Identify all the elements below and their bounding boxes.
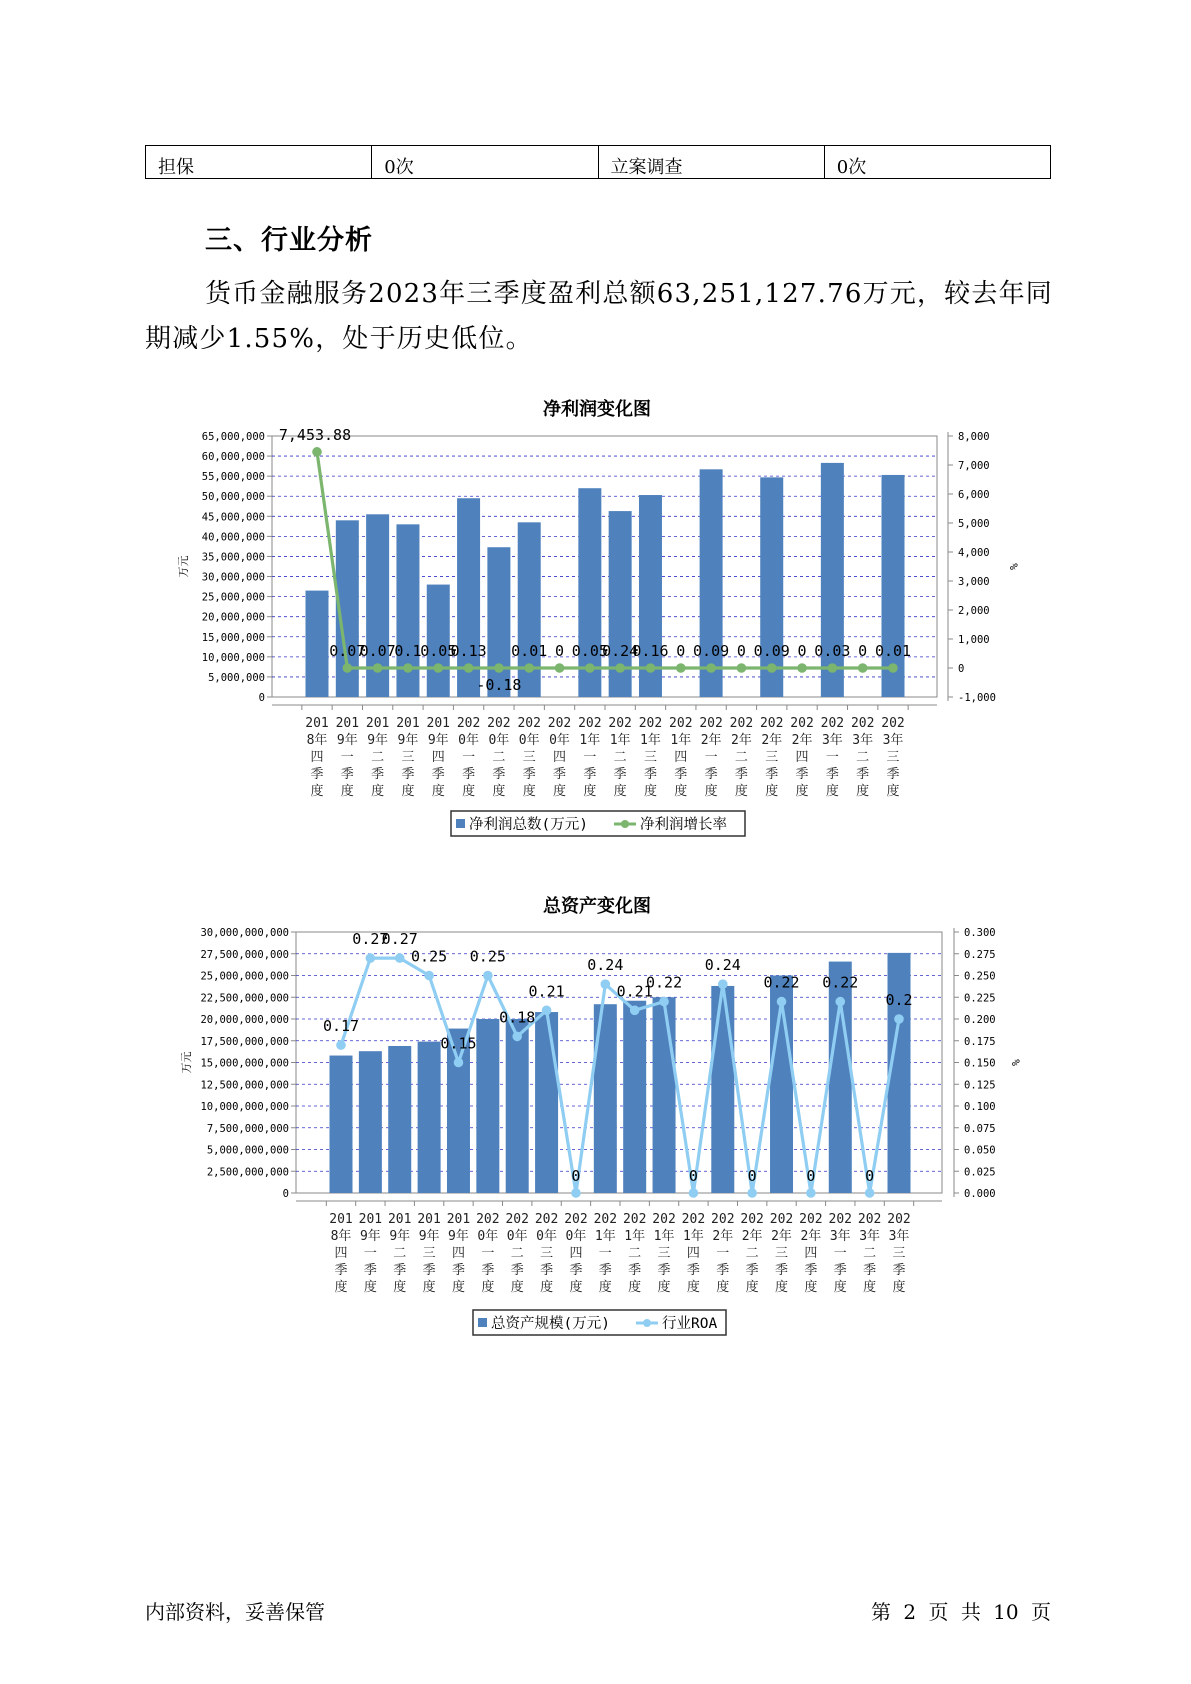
bar [447, 1029, 470, 1193]
data-label: 0.24 [602, 641, 639, 660]
y2-tick-label: 0.300 [964, 927, 996, 939]
data-label: 0 [747, 1167, 757, 1185]
x-tick-label: 202 0年二季度 [487, 716, 511, 799]
line-point [366, 953, 376, 963]
data-label: 0 [865, 1167, 875, 1185]
x-tick-label: 201 9年二季度 [365, 716, 390, 799]
data-label: 0.09 [693, 641, 730, 660]
legend-label: 行业ROA [662, 1316, 718, 1332]
x-tick-label: 202 2年二季度 [740, 1212, 764, 1295]
x-tick-label: 202 2年三季度 [769, 1212, 794, 1295]
y2-tick-label: 0.200 [964, 1014, 996, 1026]
y-axis-title: 万元 [180, 1051, 193, 1074]
line-point [689, 1188, 699, 1198]
y-tick-label: 25,000,000 [201, 591, 265, 604]
page-number: 第 2 页 共 10 页 [871, 1600, 1051, 1624]
y-tick-label: 20,000,000 [201, 611, 265, 624]
x-tick-label: 202 2年二季度 [729, 716, 754, 799]
x-tick-label: 202 3年三季度 [881, 716, 905, 799]
data-label: 0.13 [450, 641, 487, 660]
line-point [894, 1014, 904, 1024]
x-tick-label: 201 9年一季度 [358, 1212, 383, 1295]
x-tick-label: 202 3年三季度 [887, 1212, 911, 1295]
data-label: 0.22 [645, 973, 683, 992]
y2-tick-label: 0.175 [964, 1035, 996, 1048]
x-tick-label: 202 0年二季度 [505, 1212, 529, 1295]
legend-label: 净利润总数(万元) [469, 817, 588, 833]
data-label: 0.21 [528, 982, 565, 1001]
y2-tick-label: 0.275 [964, 948, 996, 961]
table-cell: 0次 [372, 146, 598, 179]
data-label: 0 [806, 1167, 816, 1185]
y-tick-label: 5,000,000,000 [206, 1144, 289, 1157]
y-tick-label: 7,500,000,000 [206, 1122, 289, 1135]
legend-swatch-marker [643, 1319, 651, 1327]
y2-tick-label: 5,000 [958, 518, 990, 530]
line-point [865, 1188, 875, 1198]
data-label: 0.01 [511, 641, 548, 660]
y2-tick-label: 6,000 [958, 489, 990, 501]
y2-tick-label: 0.225 [964, 992, 996, 1005]
data-label: 0.2 [885, 991, 913, 1009]
bar [330, 1056, 353, 1193]
y-tick-label: 25,000,000,000 [200, 970, 289, 983]
line-point [835, 997, 845, 1007]
data-label: 0 [858, 642, 868, 660]
line-point [718, 979, 728, 989]
line-point [512, 1032, 522, 1042]
x-tick-label: 202 2年四季度 [799, 1212, 823, 1295]
bar [623, 1001, 646, 1193]
x-tick-label: 202 3年一季度 [828, 1212, 853, 1295]
y2-tick-label: 1,000 [958, 634, 990, 646]
data-label: 0.22 [763, 973, 800, 992]
bar [535, 1012, 558, 1193]
data-label: 0.18 [499, 1008, 536, 1027]
y-tick-label: 12,500,000,000 [200, 1079, 289, 1092]
y-tick-label: 17,500,000,000 [200, 1035, 289, 1048]
legend-label: 总资产规模(万元) [491, 1316, 610, 1332]
legend-label: 净利润增长率 [640, 817, 727, 833]
line-point [601, 979, 611, 989]
y2-tick-label: 0.025 [964, 1166, 996, 1179]
line-point [483, 971, 493, 981]
data-label: 0 [676, 642, 686, 660]
x-tick-label: 202 0年一季度 [456, 716, 481, 799]
line-point [571, 1188, 581, 1198]
bar [418, 1042, 441, 1193]
y-tick-label: 50,000,000 [201, 491, 265, 504]
y-tick-label: 0 [258, 692, 265, 704]
y-tick-label: 55,000,000 [201, 471, 265, 484]
data-label: 0.05 [571, 641, 608, 660]
x-tick-label: 201 9年三季度 [417, 1212, 441, 1295]
y2-tick-label: 8,000 [958, 431, 990, 443]
line-point [542, 1006, 552, 1016]
data-label: 0.05 [420, 641, 457, 660]
bar [359, 1051, 382, 1193]
y-tick-label: 10,000,000 [201, 651, 265, 664]
data-label: 0.21 [616, 982, 653, 1001]
y-tick-label: 40,000,000 [201, 531, 265, 544]
x-tick-label: 202 1年二季度 [608, 716, 632, 799]
line-point [747, 1188, 757, 1198]
summary-paragraph: 货币金融服务2023年三季度盈利总额63,251,127.76万元，较去年同期减少1.55%，处于历史低位。 [145, 279, 1053, 354]
y2-tick-label: 0.050 [964, 1144, 996, 1157]
table-cell: 立案调查 [598, 146, 824, 179]
x-tick-label: 202 3年一季度 [820, 716, 845, 799]
bar [476, 1019, 499, 1193]
data-label: 0.27 [381, 930, 418, 949]
y-tick-label: 15,000,000 [201, 631, 265, 644]
y-tick-label: 45,000,000 [201, 511, 265, 524]
data-label: 0.17 [322, 1017, 360, 1036]
y-tick-label: 15,000,000,000 [200, 1057, 289, 1070]
x-tick-label: 202 3年二季度 [850, 716, 875, 799]
x-tick-label: 202 1年二季度 [622, 1212, 647, 1295]
data-label: 0.07 [329, 641, 366, 660]
y2-tick-label: 0.250 [964, 970, 996, 983]
data-label: 0 [688, 1167, 698, 1185]
y2-tick-label: 7,000 [958, 460, 990, 472]
data-label: -0.18 [476, 676, 522, 695]
x-tick-label: 202 1年三季度 [638, 716, 663, 799]
y2-tick-label: -1,000 [958, 692, 996, 704]
table-cell: 0次 [824, 146, 1050, 179]
y-tick-label: 60,000,000 [201, 451, 265, 464]
x-tick-label: 202 0年四季度 [564, 1212, 588, 1295]
x-tick-label: 202 2年一季度 [711, 1212, 735, 1295]
x-tick-label: 202 1年三季度 [652, 1212, 676, 1295]
footer-note: 内部资料，妥善保管 [145, 1600, 325, 1624]
y-tick-label: 10,000,000,000 [200, 1101, 289, 1113]
data-label: 0.09 [753, 641, 790, 660]
x-tick-label: 202 0年一季度 [476, 1212, 500, 1295]
data-label: 7,453.88 [278, 425, 352, 444]
section-title: 三、行业分析 [205, 225, 373, 256]
line-point [630, 1006, 640, 1016]
x-tick-label: 201 9年四季度 [426, 716, 451, 799]
data-label: 0.1 [394, 641, 422, 660]
y2-tick-label: 0.075 [964, 1122, 996, 1135]
y-tick-label: 22,500,000,000 [200, 992, 289, 1005]
data-label: 0.25 [469, 947, 506, 966]
y-tick-label: 65,000,000 [201, 431, 265, 443]
x-tick-label: 202 1年一季度 [578, 716, 602, 799]
x-tick-label: 202 0年三季度 [534, 1212, 559, 1295]
x-tick-label: 202 3年二季度 [857, 1212, 882, 1295]
bar [829, 962, 852, 1193]
y2-axis-title: % [1007, 563, 1020, 570]
bar [711, 986, 734, 1193]
data-label: 0.27 [352, 930, 389, 949]
x-tick-label: 202 2年四季度 [790, 716, 814, 799]
data-label: 0.01 [874, 641, 912, 660]
data-label: 0.24 [587, 956, 624, 975]
line-point [659, 997, 669, 1007]
x-tick-label: 202 0年四季度 [547, 716, 572, 799]
line-point [395, 953, 405, 963]
y-tick-label: 27,500,000,000 [200, 948, 289, 961]
y2-tick-label: 2,000 [958, 605, 990, 617]
y-tick-label: 20,000,000,000 [200, 1014, 289, 1026]
x-tick-label: 201 8年四季度 [329, 1212, 353, 1295]
line-point [424, 971, 434, 981]
data-label: 0.16 [632, 641, 669, 660]
x-tick-label: 202 0年三季度 [517, 716, 541, 799]
legend-swatch-bar [478, 1318, 487, 1327]
data-label: 0.03 [814, 641, 851, 660]
y2-tick-label: 0 [958, 663, 965, 675]
y2-tick-label: 0.125 [964, 1079, 996, 1092]
y-tick-label: 0 [282, 1188, 289, 1200]
data-label: 0.24 [704, 956, 741, 975]
y-tick-label: 2,500,000,000 [206, 1166, 289, 1179]
y2-tick-label: 4,000 [958, 547, 990, 559]
data-label: 0 [736, 642, 746, 660]
line-point [777, 997, 787, 1007]
x-tick-label: 201 9年二季度 [387, 1212, 412, 1295]
y-tick-label: 5,000,000 [208, 671, 265, 684]
x-tick-label: 201 9年三季度 [396, 716, 420, 799]
bar [388, 1046, 411, 1193]
line-point [336, 1040, 346, 1050]
y2-tick-label: 0.150 [964, 1057, 996, 1070]
chart-title: 净利润变化图 [543, 399, 651, 420]
x-tick-label: 202 1年一季度 [593, 1212, 618, 1295]
line-point [806, 1188, 816, 1198]
x-tick-label: 202 2年一季度 [699, 716, 723, 799]
data-label: 0 [555, 642, 565, 660]
data-label: 0.22 [822, 973, 859, 992]
chart-title: 总资产变化图 [543, 896, 651, 917]
data-label: 0 [797, 642, 807, 660]
x-tick-label: 202 2年三季度 [759, 716, 784, 799]
y2-tick-label: 0.000 [964, 1188, 996, 1200]
bar [506, 1019, 529, 1193]
x-tick-label: 202 1年四季度 [669, 716, 693, 799]
x-tick-label: 202 1年四季度 [681, 1212, 706, 1295]
y-tick-label: 30,000,000,000 [200, 927, 289, 939]
line-point [454, 1058, 464, 1068]
x-tick-label: 201 9年一季度 [335, 716, 360, 799]
y-axis-title: 万元 [177, 555, 190, 578]
bar [653, 997, 676, 1193]
data-label: 0.07 [359, 641, 396, 660]
y-tick-label: 35,000,000 [201, 551, 265, 564]
y2-tick-label: 3,000 [958, 576, 990, 588]
y2-axis-title: % [1009, 1059, 1022, 1066]
x-tick-label: 201 9年四季度 [446, 1212, 471, 1295]
data-label: 0.25 [411, 947, 448, 966]
table-cell: 担保 [146, 146, 372, 179]
data-label: 0 [571, 1167, 581, 1185]
y2-tick-label: 0.100 [964, 1101, 996, 1113]
x-tick-label: 201 8年四季度 [305, 716, 329, 799]
y-tick-label: 30,000,000 [201, 571, 265, 584]
data-label: 0.15 [440, 1034, 477, 1053]
